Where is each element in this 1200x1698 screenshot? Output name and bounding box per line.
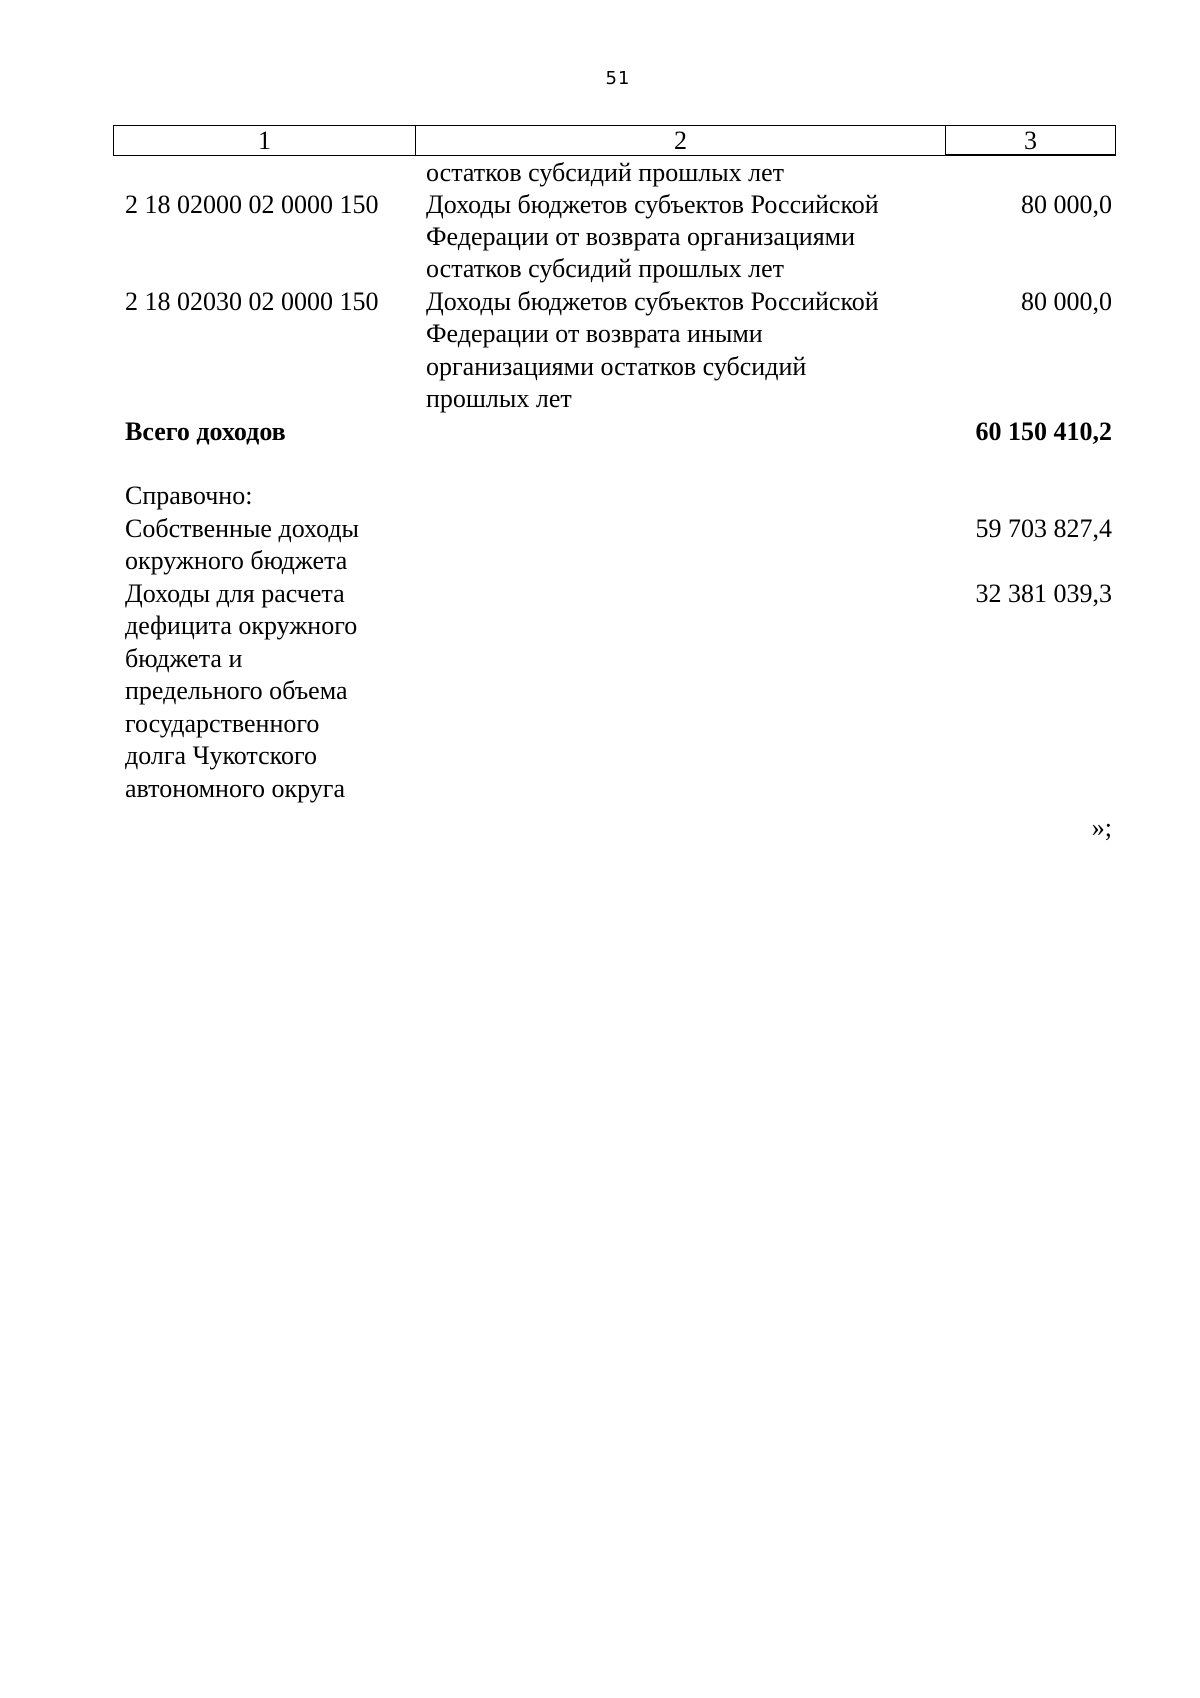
total-label: Всего доходов — [125, 417, 286, 446]
row-1-code: 2 18 02000 02 0000 150 — [125, 190, 379, 219]
row-1-amount: 80 000,0 — [1021, 190, 1112, 219]
reference-item-2-label-line: бюджета и — [125, 644, 243, 673]
reference-heading: Справочно: — [125, 481, 253, 510]
table-header-col-2: 2 — [415, 125, 946, 156]
reference-item-2-label-line: автономного округа — [125, 774, 345, 803]
row-1-description-line: Федерации от возврата организациями — [426, 222, 856, 251]
reference-item-2-label-line: государственного — [125, 709, 320, 738]
row-2-amount: 80 000,0 — [1021, 287, 1112, 316]
reference-item-1-amount: 59 703 827,4 — [975, 514, 1112, 543]
row-2-code: 2 18 02030 02 0000 150 — [125, 287, 379, 316]
reference-item-1-label-line: Собственные доходы — [125, 514, 360, 543]
row-2-description-line: Федерации от возврата иными — [426, 319, 763, 348]
reference-item-2-label-line: Доходы для расчета — [125, 579, 345, 608]
row-1-description-line: Доходы бюджетов субъектов Российской — [426, 190, 879, 219]
table-header-col-3: 3 — [945, 125, 1116, 156]
row-2-description-line: организациями остатков субсидий — [426, 352, 807, 381]
reference-item-2-label-line: долга Чукотского — [125, 741, 317, 770]
continuation-text: остатков субсидий прошлых лет — [426, 158, 785, 187]
table-header-col-1: 1 — [113, 125, 416, 156]
total-amount: 60 150 410,2 — [975, 417, 1112, 446]
reference-item-1-label-line: окружного бюджета — [125, 546, 348, 575]
reference-item-2-amount: 32 381 039,3 — [975, 579, 1112, 608]
reference-item-2-label-line: дефицита окружного — [125, 611, 358, 640]
page-number: 51 — [605, 68, 631, 89]
closing-quote-mark: »; — [1091, 813, 1112, 842]
row-1-description-line: остатков субсидий прошлых лет — [426, 254, 785, 283]
row-2-description-line: прошлых лет — [426, 384, 572, 413]
row-2-description-line: Доходы бюджетов субъектов Российской — [426, 287, 879, 316]
reference-item-2-label-line: предельного объема — [125, 676, 348, 705]
table-header-row — [113, 125, 1116, 156]
